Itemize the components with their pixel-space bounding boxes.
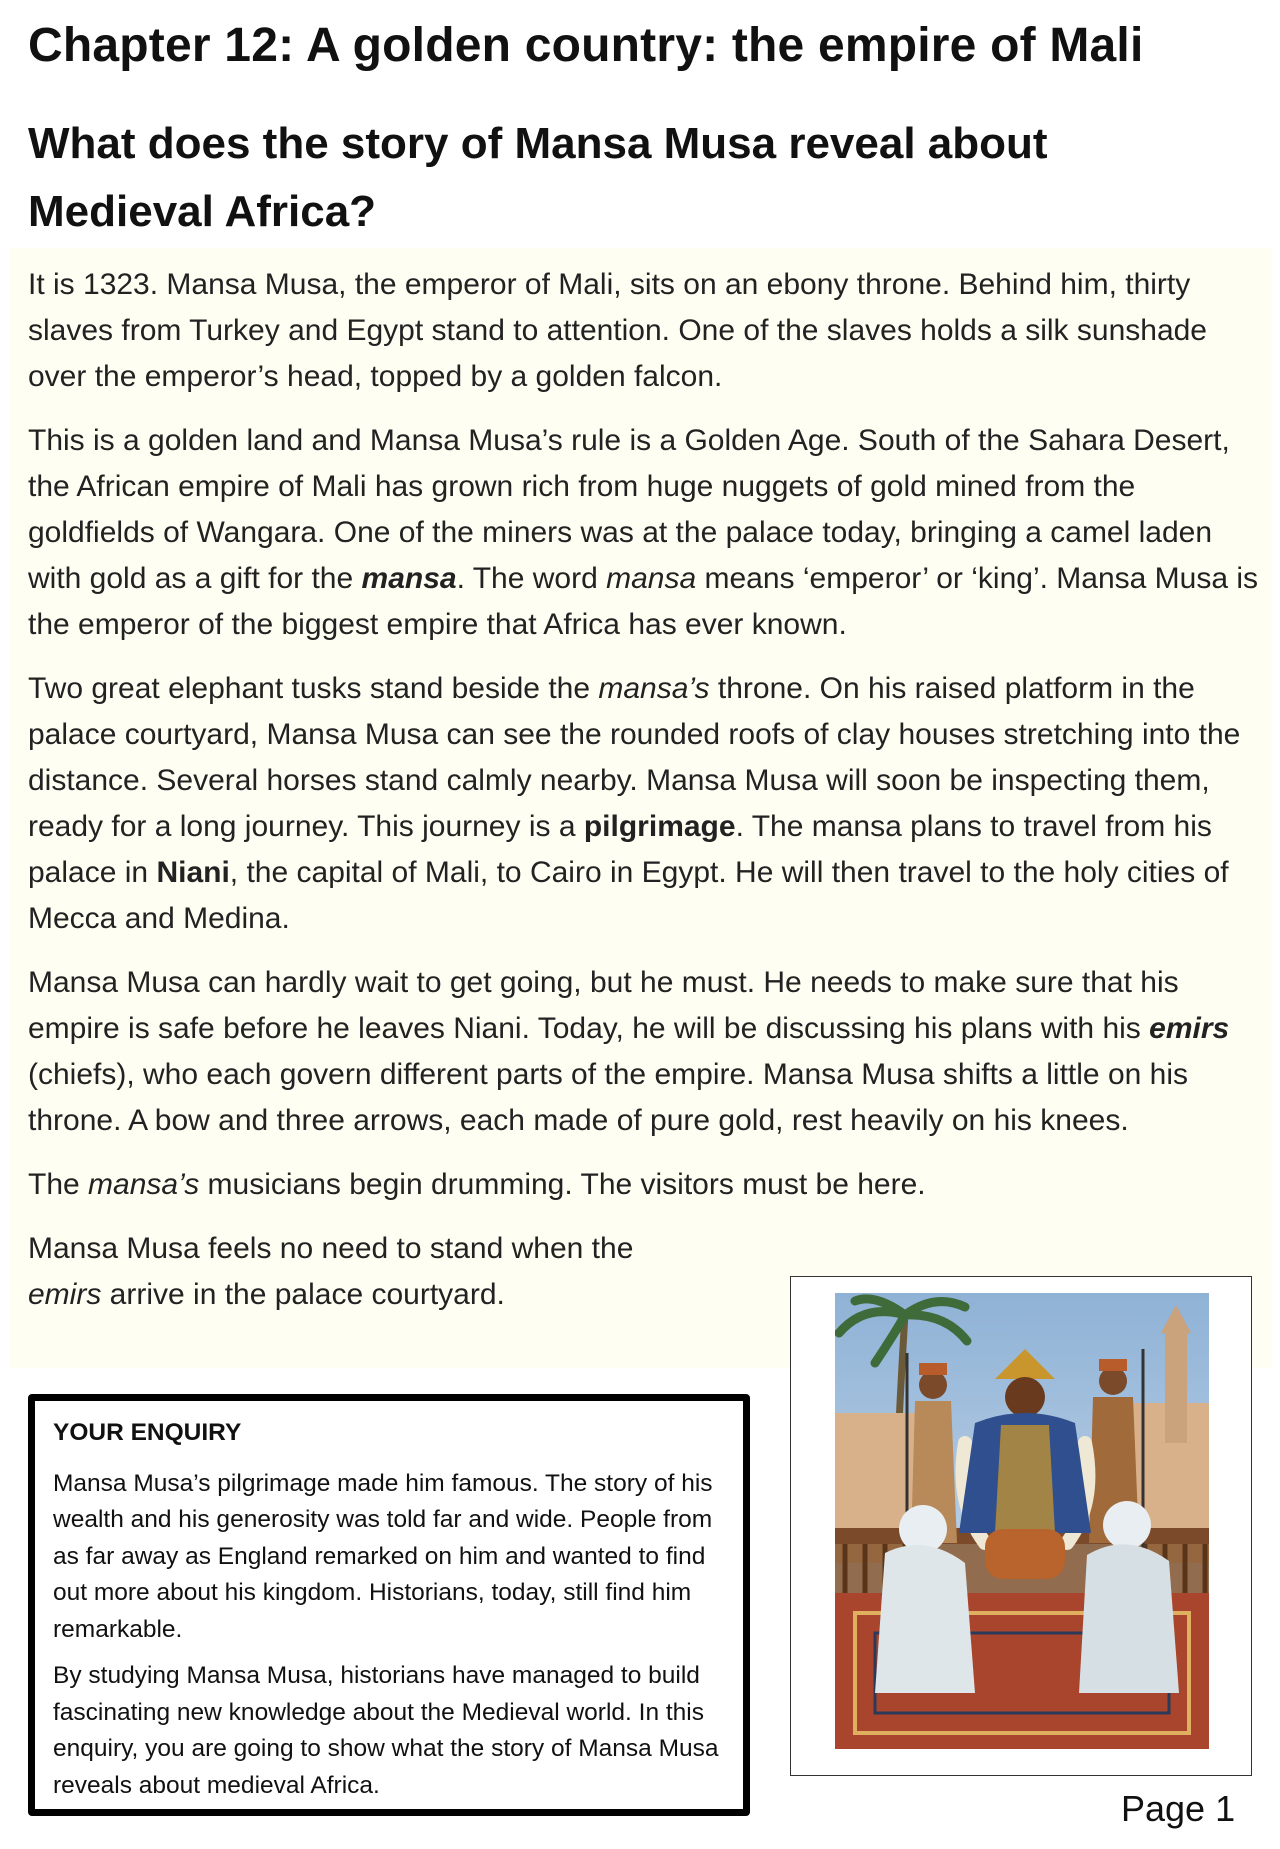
chapter-title: Chapter 12: A golden country: the empire of Mali — [28, 19, 1144, 72]
your-enquiry-box — [28, 1394, 750, 1816]
text-run: musicians begin drumming. The visitors must be here. — [199, 1168, 926, 1201]
mansa-musa-illustration — [790, 1276, 1252, 1776]
key-term: mansa — [361, 562, 457, 595]
story-paragraph-5 — [28, 1162, 1268, 1208]
story-paragraph-1: It is 1323. Mansa Musa, the emperor of Mali, sits on an ebony throne. Behind him, thirty slaves from Turkey and Egypt stand to attention. One of the slaves holds a silk sunshade over the emperor’s head, topped by a golden falcon. — [28, 268, 1207, 393]
text-run: throne. On his raised platform in the palace courtyard, Mansa Musa can see the rounded roofs of clay houses stretching into the distance. Several horses stand calmly nearby. Mansa Musa will soon be inspecting them, ready for a long journey. This journey is a — [28, 672, 1241, 843]
term: mansa’s — [88, 1168, 200, 1201]
term: mansa — [606, 562, 697, 595]
text-run: . The mansa plans to travel from his palace in — [28, 810, 1212, 889]
key-term: pilgrimage — [583, 810, 736, 843]
text-run: Mansa Musa can hardly wait to get going, but he must. He needs to make sure that his empire is safe before he leaves Niani. Today, he will be discussing his plans with his — [28, 966, 1179, 1045]
text-run: (chiefs), who each govern different parts of the empire. Mansa Musa shifts a little on his throne. A bow and three arrows, each made of pure gold, rest heavily on his knees. — [28, 1058, 1189, 1137]
term: mansa’s — [598, 672, 710, 705]
text-run: Mansa Musa feels no need to stand when the — [28, 1232, 634, 1265]
enquiry-paragraph-1: Mansa Musa’s pilgrimage made him famous. The story of his wealth and his generosity was told far and wide. People from as far away as England remarked on him and wanted to find out more about his kingdom. Historians, today, still find him remarkable. — [53, 1469, 713, 1643]
story-paragraph-6 — [28, 1226, 708, 1318]
key-term: Niani — [156, 856, 230, 889]
text-run: arrive in the palace courtyard. — [101, 1278, 505, 1311]
enquiry-heading: YOUR ENQUIRY — [53, 1419, 242, 1446]
story-text — [28, 262, 1268, 1336]
story-paragraph-4 — [28, 960, 1268, 1144]
text-run: means ‘emperor’ or ‘king’. Mansa Musa is the emperor of the biggest empire that Africa has ever known. — [28, 562, 1259, 641]
story-paragraph-3 — [28, 666, 1268, 942]
text-run: , the capital of Mali, to Cairo in Egypt. He will then travel to the holy cities of Mecca and Medina. — [28, 856, 1229, 935]
enquiry-paragraph-2: By studying Mansa Musa, historians have managed to build fascinating new knowledge about the Medieval world. In this enquiry, you are going to show what the story of Mansa Musa reveals about medieval Africa. — [53, 1662, 719, 1799]
text-run: . The word — [456, 562, 607, 595]
text-run: This is a golden land and Mansa Musa’s rule is a Golden Age. South of the Sahara Desert, the African empire of Mali has grown rich from huge nuggets of gold mined from the goldfields of Wangara. One of the miners was at the palace today, bringing a camel laden with gold as a gift for the — [28, 424, 1230, 595]
enquiry-question: What does the story of Mansa Musa reveal about Medieval Africa? — [28, 119, 1048, 236]
term: emirs — [28, 1278, 102, 1311]
illustration-drawing — [835, 1293, 1209, 1749]
key-term: emirs — [1149, 1012, 1230, 1045]
text-run: The — [28, 1168, 89, 1201]
story-paragraph-2 — [28, 418, 1268, 648]
text-run: Two great elephant tusks stand beside the — [28, 672, 599, 705]
page-number: Page 1 — [1121, 1788, 1236, 1829]
